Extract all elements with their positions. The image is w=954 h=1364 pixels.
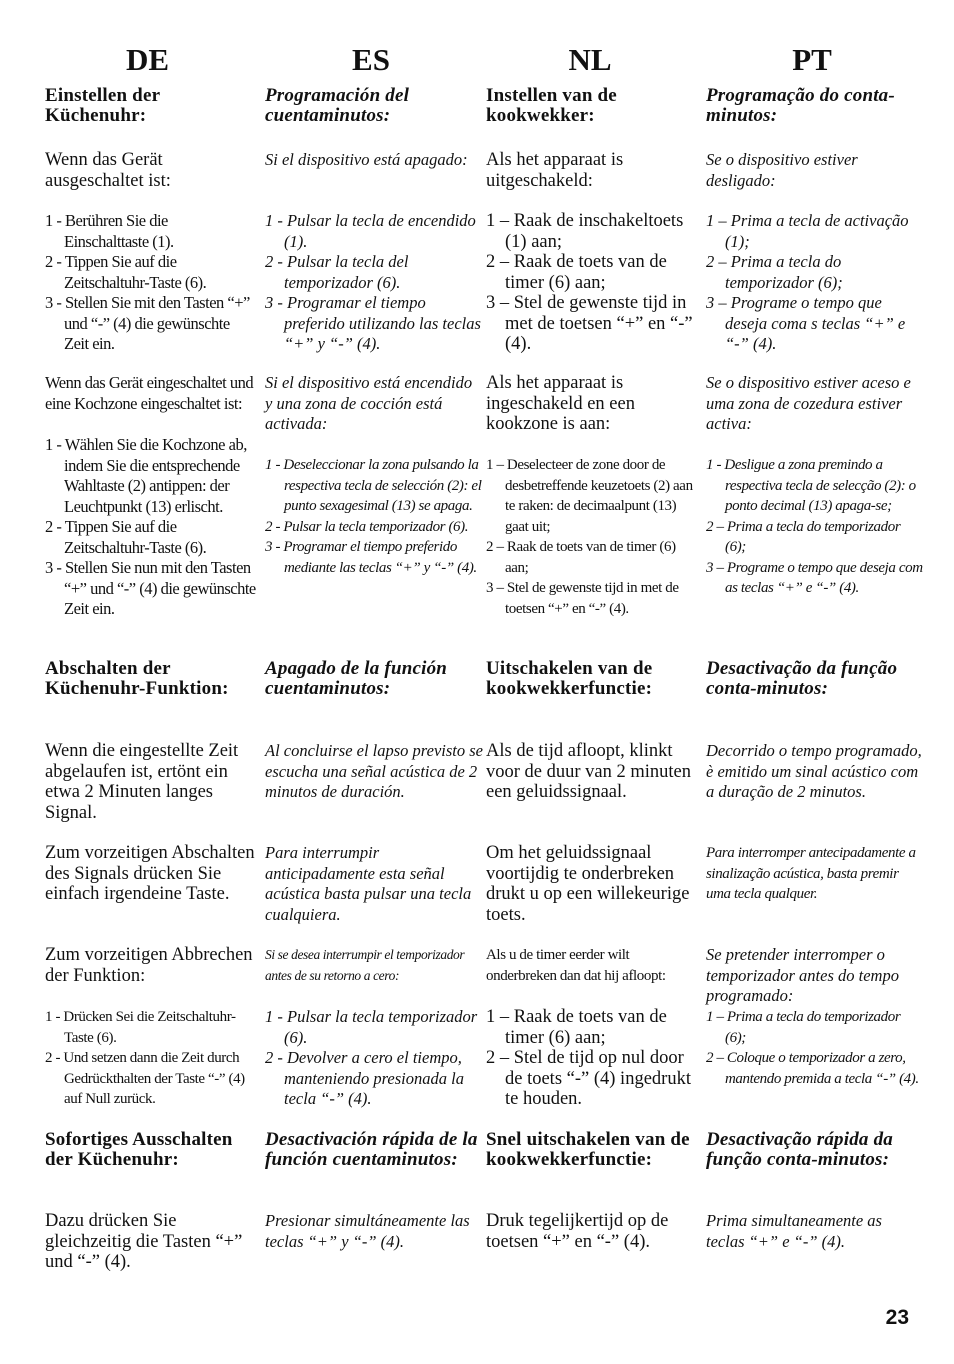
steps-on-pt: [706, 455, 924, 599]
step: 1 - Berühren Sie die Einschalttaste (1).: [45, 211, 174, 251]
paragraph-signal-pt: Decorrido o tempo programado, è emitido um sinal acústico com a duração de 2 minutos.: [706, 741, 922, 801]
column-de: [45, 40, 256, 1272]
paragraph-quick-off-de: Dazu drücken Sie gleichzeitig die Tasten “+” und “-” (4).: [45, 1211, 243, 1272]
step: 2 – Raak de toets van de timer (6) aan;: [486, 252, 667, 293]
paragraph-cancel-de: Zum vorzeitigen Abbrechen der Funktion:: [45, 945, 253, 986]
paragraph-off-de: Wenn das Gerät ausgeschaltet ist:: [45, 150, 171, 191]
steps-off-es: [265, 211, 483, 355]
paragraph-stop-signal-nl: Om het geluidssignaal voortijdig te onderbreken drukt u op een willekeurige toets.: [486, 843, 690, 925]
steps-cancel-es: [265, 1007, 483, 1110]
paragraph-cancel-nl: Als u de timer eerder wilt onderbreken dan dat hij afloopt:: [486, 947, 666, 984]
steps-off-nl: [486, 211, 700, 355]
paragraph-signal-nl: Als de tijd afloopt, klinkt voor de duur van 2 minuten een geluidssignaal.: [486, 741, 691, 802]
steps-cancel-pt: [706, 1007, 924, 1089]
paragraph-off-pt: Se o dispositivo estiver desligado:: [706, 150, 858, 190]
paragraph-cancel-es: Si se desea interrumpir el temporizador antes de su retorno a cero:: [265, 947, 465, 983]
steps-cancel-nl: [486, 1007, 700, 1110]
steps-on-nl: [486, 455, 700, 619]
step: 3 – Stel de gewenste tijd in met de toetsen “+” en “-” (4).: [486, 580, 679, 617]
paragraph-on-de: Wenn das Gerät eingeschaltet und eine Kochzone eingeschaltet ist:: [45, 373, 254, 413]
paragraph-stop-signal-de: Zum vorzeitigen Abschalten des Signals drücken Sie einfach irgendeine Taste.: [45, 843, 255, 904]
step: 1 - Pulsar la tecla de encendido (1).: [265, 211, 476, 251]
step: 2 - Devolver a cero el tiempo, manteniendo presionada la tecla “-” (4).: [265, 1048, 464, 1108]
column-es: [265, 40, 483, 1251]
paragraph-quick-off-pt: Prima simultaneamente as teclas “+” e “-” (4).: [706, 1211, 882, 1251]
paragraph-on-es: Si el dispositivo está encendido y una zona de cocción está activada:: [265, 373, 473, 433]
paragraph-off-nl: Als het apparaat is uitgeschakeld:: [486, 150, 624, 191]
step: 2 - Tippen Sie auf die Zeitschaltuhr-Taste (6).: [45, 517, 207, 557]
heading-disable-es: Apagado de la función cuentaminutos:: [265, 658, 448, 699]
heading-quick-off-de: Sofortiges Ausschalten der Küchenuhr:: [45, 1129, 233, 1170]
step: 1 – Prima a tecla do temporizador (6);: [706, 1009, 901, 1046]
heading-quick-off-pt: Desactivação rápida da função conta-minutos:: [706, 1129, 893, 1170]
paragraph-on-nl: Als het apparaat is ingeschakeld en een kookzone is aan:: [486, 373, 635, 434]
step: 1 – Raak de toets van de timer (6) aan;: [486, 1007, 667, 1048]
heading-disable-de: Abschalten der Küchenuhr-Funktion:: [45, 658, 229, 699]
column-nl: [486, 40, 694, 1252]
steps-on-es: [265, 455, 483, 578]
step: 2 - Pulsar la tecla temporizador (6).: [265, 518, 469, 535]
step: 1 - Drücken Sei die Zeitschaltuhr-Taste (6).: [45, 1009, 236, 1046]
language-heading-nl: NL: [568, 42, 612, 77]
step: 3 - Stellen Sie mit den Tasten “+” und “-” (4) die gewünschte Zeit ein.: [45, 293, 250, 353]
step: 2 – Stel de tijd op nul door de toets “-” (4) ingedrukt te houden.: [486, 1048, 691, 1109]
language-heading-pt: PT: [792, 42, 832, 77]
column-pt: [706, 40, 923, 1251]
paragraph-signal-de: Wenn die eingestellte Zeit abgelaufen ist, ertönt ein etwa 2 Minuten langes Signal.: [45, 741, 239, 823]
paragraph-signal-es: Al concluirse el lapso previsto se escucha una señal acústica de 2 minutos de duración.: [265, 741, 483, 801]
steps-off-de: [45, 211, 256, 355]
steps-on-de: [45, 435, 256, 620]
paragraph-cancel-pt: Se pretender interromper o temporizador antes do tempo programado:: [706, 945, 899, 1005]
paragraph-quick-off-es: Presionar simultáneamente las teclas “+” y “-” (4).: [265, 1211, 470, 1251]
heading-set-timer-de: Einstellen der Küchenuhr:: [45, 85, 160, 126]
steps-off-pt: [706, 211, 924, 355]
step: 2 – Prima a tecla do temporizador (6);: [706, 518, 901, 555]
paragraph-quick-off-nl: Druk tegelijkertijd op de toetsen “+” en “-” (4).: [486, 1211, 669, 1252]
step: 3 – Stel de gewenste tijd in met de toetsen “+” en “-” (4).: [486, 293, 693, 354]
heading-quick-off-es: Desactivación rápida de la función cuentaminutos:: [265, 1129, 478, 1170]
step: 3 - Programar el tiempo preferido mediante las teclas “+” y “-” (4).: [265, 539, 477, 576]
page-number: 23: [885, 1306, 909, 1329]
step: 1 – Prima a tecla de activação (1);: [706, 211, 909, 251]
step: 3 – Programe o tempo que deseja coma s teclas “+” e “-” (4).: [706, 293, 906, 353]
step: 1 – Raak de inschakeltoets (1) aan;: [486, 211, 684, 252]
language-heading-de: DE: [125, 42, 170, 77]
heading-disable-nl: Uitschakelen van de kookwekkerfunctie:: [486, 658, 653, 699]
heading-disable-pt: Desactivação da função conta-minutos:: [706, 658, 898, 699]
step: 1 - Desligue a zona premindo a respectiva tecla de selecção (2): o ponto decimal (13) apaga-se;: [706, 457, 916, 514]
step: 1 - Pulsar la tecla temporizador (6).: [265, 1007, 478, 1047]
steps-cancel-de: [45, 1007, 256, 1110]
step: 1 - Deseleccionar la zona pulsando la respectiva tecla de selección (2): el punto sexagesimal (13) se apaga.: [265, 457, 482, 514]
heading-quick-off-nl: Snel uitschakelen van de kookwekkerfunctie:: [486, 1129, 690, 1170]
heading-set-timer-pt: Programação do conta-minutos:: [706, 85, 895, 126]
heading-set-timer-nl: Instellen van de kookwekker:: [486, 85, 617, 126]
step: 3 - Stellen Sie nun mit den Tasten “+” und “-” (4) die gewünschte Zeit ein.: [45, 558, 256, 618]
step: 3 - Programar el tiempo preferido utilizando las teclas “+” y “-” (4).: [265, 293, 481, 353]
paragraph-on-pt: Se o dispositivo estiver aceso e uma zona de cozedura estiver activa:: [706, 373, 911, 433]
language-heading-es: ES: [352, 42, 390, 77]
paragraph-stop-signal-es: Para interrumpir anticipadamente esta señal acústica basta pulsar una tecla cualquiera.: [265, 843, 472, 924]
step: 1 - Wählen Sie die Kochzone ab, indem Sie die entsprechende Wahltaste (2) antippen: der Leuchtpunkt (13) erlischt.: [45, 435, 247, 516]
step: 2 – Prima a tecla do temporizador (6);: [706, 252, 843, 292]
step: 1 – Deselecteer de zone door de desbetreffende keuzetoets (2) aan te raken: de decimaalpunt (13) gaat uit;: [486, 457, 693, 535]
step: 2 - Und setzen dann die Zeit durch Gedrückthalten der Taste “-” (4) auf Null zurück.: [45, 1050, 245, 1107]
step: 2 - Tippen Sie auf die Zeitschaltuhr-Taste (6).: [45, 252, 207, 292]
step: 3 – Programe o tempo que deseja com as teclas “+” e “-” (4).: [706, 559, 923, 596]
step: 2 - Pulsar la tecla del temporizador (6).: [265, 252, 409, 292]
step: 2 – Coloque o temporizador a zero, mantendo premida a tecla “-” (4).: [706, 1050, 919, 1087]
paragraph-stop-signal-pt: Para interromper antecipadamente a sinalização acústica, basta premir uma tecla qualquer.: [706, 845, 916, 902]
step: 2 – Raak de toets van de timer (6) aan;: [486, 539, 676, 576]
paragraph-off-es: Si el dispositivo está apagado:: [265, 150, 468, 169]
heading-set-timer-es: Programación del cuentaminutos:: [265, 85, 410, 126]
